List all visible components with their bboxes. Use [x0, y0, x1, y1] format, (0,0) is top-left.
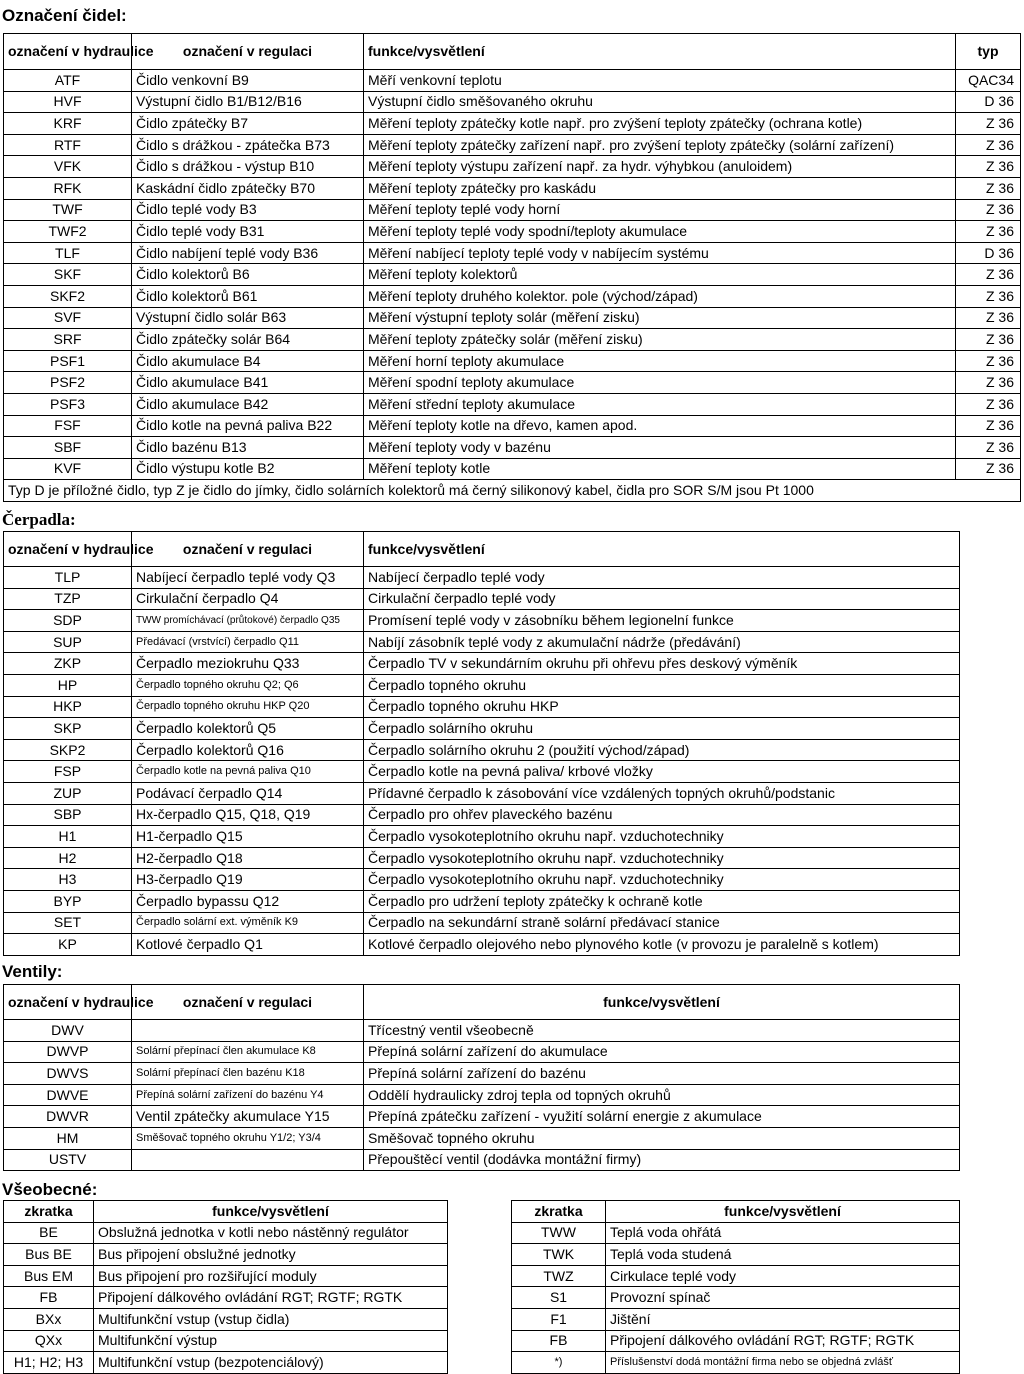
sensor-type: Z 36	[956, 177, 1021, 199]
table-row	[4, 437, 1021, 459]
pumps-table	[3, 531, 960, 956]
table-row	[4, 350, 1021, 372]
table-row	[4, 113, 1021, 135]
pump-code: TLP	[4, 567, 132, 589]
pump-regulation: Předávací (vrstvící) čerpadlo Q11	[132, 631, 364, 653]
general-abbr: S1	[512, 1287, 606, 1309]
pump-function: Čerpadlo topného okruhu HKP	[364, 696, 960, 718]
valves-header-regulation: označení v regulaci	[132, 985, 364, 1020]
sensor-function: Měření teploty kolektorů	[364, 264, 956, 286]
table-row	[4, 934, 960, 956]
general-right-table	[511, 1200, 960, 1374]
pump-function: Nabíjí zásobník teplé vody z akumulační nádrže (předávání)	[364, 631, 960, 653]
general-abbr: TWK	[512, 1244, 606, 1266]
table-row	[4, 1352, 448, 1374]
sensor-regulation: Čidlo bazénu B13	[132, 437, 364, 459]
valve-regulation: Solární přepínací člen akumulace K8	[132, 1041, 364, 1063]
pump-code: KP	[4, 934, 132, 956]
sensor-regulation: Čidlo s drážkou - zpátečka B73	[132, 134, 364, 156]
general-abbr: F1	[512, 1308, 606, 1330]
valve-regulation	[132, 1149, 364, 1171]
sensor-type: Z 36	[956, 156, 1021, 178]
table-row	[4, 242, 1021, 264]
sensors-header-function: funkce/vysvětlení	[364, 34, 956, 70]
valve-regulation	[132, 1020, 364, 1042]
general-abbr: QXx	[4, 1330, 94, 1352]
sensors-header-type: typ	[956, 34, 1021, 70]
pumps-header-function: funkce/vysvětlení	[364, 532, 960, 567]
general-function: Bus připojení obslužné jednotky	[94, 1244, 448, 1266]
pump-regulation: Čerpadlo kolektorů Q16	[132, 739, 364, 761]
sensor-regulation: Čidlo zpátečky B7	[132, 113, 364, 135]
general-left-header-abbr: zkratka	[4, 1201, 94, 1223]
sensor-code: PSF2	[4, 372, 132, 394]
pump-regulation: Podávací čerpadlo Q14	[132, 782, 364, 804]
pump-function: Čerpadlo na sekundární straně solární předávací stanice	[364, 912, 960, 934]
sensor-code: RTF	[4, 134, 132, 156]
valve-function: Třícestný ventil všeobecně	[364, 1020, 960, 1042]
valve-code: DWVP	[4, 1041, 132, 1063]
pump-regulation: Čerpadlo bypassu Q12	[132, 890, 364, 912]
table-row	[4, 372, 1021, 394]
table-row	[4, 1244, 448, 1266]
pump-code: SDP	[4, 610, 132, 632]
sensor-type: Z 36	[956, 134, 1021, 156]
table-row	[4, 156, 1021, 178]
sensors-note: Typ D je příložné čidlo, typ Z je čidlo do jímky, čidlo solárních kolektorů má černý silikonový kabel, čidla pro SOR S/M jsou Pt 1000	[4, 480, 1021, 502]
sensor-function: Měření teploty druhého kolektor. pole (východ/západ)	[364, 285, 956, 307]
pump-code: SKP2	[4, 739, 132, 761]
general-function: Připojení dálkového ovládání RGT; RGTF; RGTK	[606, 1330, 960, 1352]
table-row	[4, 1063, 960, 1085]
table-row	[4, 329, 1021, 351]
sensor-code: FSF	[4, 415, 132, 437]
pump-code: FSP	[4, 761, 132, 783]
pump-function: Čerpadlo vysokoteplotního okruhu např. vzduchotechniky	[364, 826, 960, 848]
sensor-type: Z 36	[956, 437, 1021, 459]
sensor-code: RFK	[4, 177, 132, 199]
table-row	[4, 1041, 960, 1063]
pump-function: Čerpadlo kotle na pevná paliva/ krbové vložky	[364, 761, 960, 783]
table-row	[4, 264, 1021, 286]
general-function: Bus připojení pro rozšiřující moduly	[94, 1265, 448, 1287]
sensor-code: TWF	[4, 199, 132, 221]
table-row	[4, 674, 960, 696]
table-row	[4, 653, 960, 675]
sensor-function: Měření teploty zpátečky pro kaskádu	[364, 177, 956, 199]
valves-heading: Ventily:	[2, 962, 63, 981]
valve-code: DWV	[4, 1020, 132, 1042]
pump-regulation: H1-čerpadlo Q15	[132, 826, 364, 848]
table-row	[4, 285, 1021, 307]
sensor-type: Z 36	[956, 393, 1021, 415]
sensors-header-regulation: označení v regulaci	[132, 34, 364, 70]
sensor-regulation: Výstupní čidlo B1/B12/B16	[132, 91, 364, 113]
valve-code: DWVE	[4, 1084, 132, 1106]
sensors-header-hydraulics: označení v hydraulice	[4, 34, 132, 70]
sensor-regulation: Čidlo nabíjení teplé vody B36	[132, 242, 364, 264]
table-row	[4, 1084, 960, 1106]
sensor-function: Měření horní teploty akumulace	[364, 350, 956, 372]
pump-code: H3	[4, 869, 132, 891]
general-function: Cirkulace teplé vody	[606, 1265, 960, 1287]
pump-function: Čerpadlo topného okruhu	[364, 674, 960, 696]
valve-regulation: Solární přepínací člen bazénu K18	[132, 1063, 364, 1085]
pump-regulation: Čerpadlo solární ext. výměník K9	[132, 912, 364, 934]
table-row	[4, 70, 1021, 92]
sensor-type: Z 36	[956, 285, 1021, 307]
pump-function: Nabíjecí čerpadlo teplé vody	[364, 567, 960, 589]
sensor-code: TWF2	[4, 221, 132, 243]
table-row	[4, 912, 960, 934]
sensor-code: SKF	[4, 264, 132, 286]
sensor-regulation: Výstupní čidlo solár B63	[132, 307, 364, 329]
sensor-regulation: Čidlo akumulace B41	[132, 372, 364, 394]
pumps-body	[4, 567, 960, 956]
sensor-function: Měření spodní teploty akumulace	[364, 372, 956, 394]
pump-regulation: Čerpadlo kolektorů Q5	[132, 718, 364, 740]
general-function: Příslušenství dodá montážní firma nebo se objedná zvlášť	[606, 1352, 960, 1374]
sensor-type: D 36	[956, 91, 1021, 113]
table-row	[4, 847, 960, 869]
pump-regulation: H2-čerpadlo Q18	[132, 847, 364, 869]
pump-code: HKP	[4, 696, 132, 718]
general-abbr: BXx	[4, 1308, 94, 1330]
general-abbr: FB	[4, 1287, 94, 1309]
pump-function: Čerpadlo pro udržení teploty zpátečky k ochraně kotle	[364, 890, 960, 912]
sensor-code: ATF	[4, 70, 132, 92]
general-right-header-function: funkce/vysvětlení	[606, 1201, 960, 1223]
sensor-code: SBF	[4, 437, 132, 459]
table-row	[4, 739, 960, 761]
pump-code: BYP	[4, 890, 132, 912]
sensor-regulation: Čidlo kolektorů B61	[132, 285, 364, 307]
sensor-type: QAC34	[956, 70, 1021, 92]
table-row	[4, 458, 1021, 480]
table-row	[4, 199, 1021, 221]
valve-code: DWVR	[4, 1106, 132, 1128]
sensor-code: VFK	[4, 156, 132, 178]
table-row	[4, 1330, 448, 1352]
general-function: Připojení dálkového ovládání RGT; RGTF; RGTK	[94, 1287, 448, 1309]
table-row	[4, 718, 960, 740]
sensors-body	[4, 70, 1021, 480]
sensor-code: PSF1	[4, 350, 132, 372]
sensor-code: SRF	[4, 329, 132, 351]
pump-function: Čerpadlo solárního okruhu	[364, 718, 960, 740]
table-row	[4, 1222, 448, 1244]
pump-code: TZP	[4, 588, 132, 610]
table-row	[4, 869, 960, 891]
pump-code: H1	[4, 826, 132, 848]
valves-header-hydraulics: označení v hydraulice	[4, 985, 132, 1020]
sensor-code: PSF3	[4, 393, 132, 415]
sensor-regulation: Čidlo kotle na pevná paliva B22	[132, 415, 364, 437]
sensor-type: Z 36	[956, 221, 1021, 243]
valve-function: Oddělí hydraulicky zdroj tepla od topných okruhů	[364, 1084, 960, 1106]
table-row	[4, 826, 960, 848]
general-function: Provozní spínač	[606, 1287, 960, 1309]
pump-regulation: Čerpadlo topného okruhu Q2; Q6	[132, 674, 364, 696]
pump-regulation: Cirkulační čerpadlo Q4	[132, 588, 364, 610]
sensor-type: Z 36	[956, 113, 1021, 135]
general-function: Jištění	[606, 1308, 960, 1330]
sensor-regulation: Čidlo výstupu kotle B2	[132, 458, 364, 480]
pump-regulation: Hx-čerpadlo Q15, Q18, Q19	[132, 804, 364, 826]
table-row	[4, 696, 960, 718]
sensor-type: D 36	[956, 242, 1021, 264]
pump-regulation: H3-čerpadlo Q19	[132, 869, 364, 891]
valve-function: Přepouštěcí ventil (dodávka montážní firmy)	[364, 1149, 960, 1171]
sensor-function: Výstupní čidlo směšovaného okruhu	[364, 91, 956, 113]
table-row	[4, 567, 960, 589]
sensor-type: Z 36	[956, 458, 1021, 480]
table-row	[512, 1244, 960, 1266]
sensor-regulation: Čidlo venkovní B9	[132, 70, 364, 92]
sensor-function: Měření teploty kotle	[364, 458, 956, 480]
sensor-code: KVF	[4, 458, 132, 480]
sensors-table	[3, 33, 1021, 502]
pump-function: Čerpadlo vysokoteplotního okruhu např. vzduchotechniky	[364, 847, 960, 869]
general-left-header-function: funkce/vysvětlení	[94, 1201, 448, 1223]
general-function: Teplá voda studená	[606, 1244, 960, 1266]
pump-function: Kotlové čerpadlo olejového nebo plynového kotle (v provozu je paralelně s kotlem)	[364, 934, 960, 956]
sensor-function: Měření teploty vody v bazénu	[364, 437, 956, 459]
valve-code: HM	[4, 1127, 132, 1149]
table-row	[4, 1149, 960, 1171]
valve-regulation: Ventil zpátečky akumulace Y15	[132, 1106, 364, 1128]
general-abbr: *)	[512, 1352, 606, 1374]
table-row	[4, 393, 1021, 415]
sensor-function: Měří venkovní teplotu	[364, 70, 956, 92]
general-function: Multifunkční výstup	[94, 1330, 448, 1352]
table-row	[4, 177, 1021, 199]
pump-regulation: Čerpadlo topného okruhu HKP Q20	[132, 696, 364, 718]
general-abbr: Bus BE	[4, 1244, 94, 1266]
sensor-regulation: Čidlo akumulace B4	[132, 350, 364, 372]
table-row	[4, 221, 1021, 243]
general-left-table	[3, 1200, 448, 1374]
valve-function: Přepíná solární zařízení do akumulace	[364, 1041, 960, 1063]
pump-code: H2	[4, 847, 132, 869]
table-row	[4, 761, 960, 783]
sensor-function: Měření teploty teplé vody horní	[364, 199, 956, 221]
pump-regulation: TWW promíchávací (průtokové) čerpadlo Q35	[132, 610, 364, 632]
general-abbr: FB	[512, 1330, 606, 1352]
sensor-type: Z 36	[956, 415, 1021, 437]
general-function: Teplá voda ohřátá	[606, 1222, 960, 1244]
general-right-body	[512, 1222, 960, 1373]
table-row	[4, 610, 960, 632]
sensor-type: Z 36	[956, 199, 1021, 221]
table-row	[512, 1265, 960, 1287]
pump-code: HP	[4, 674, 132, 696]
sensor-regulation: Čidlo zpátečky solár B64	[132, 329, 364, 351]
sensor-function: Měření teploty teplé vody spodní/teploty akumulace	[364, 221, 956, 243]
pump-function: Cirkulační čerpadlo teplé vody	[364, 588, 960, 610]
valve-code: DWVS	[4, 1063, 132, 1085]
sensor-function: Měření teploty kotle na dřevo, kamen apod.	[364, 415, 956, 437]
sensor-type: Z 36	[956, 329, 1021, 351]
sensor-code: SKF2	[4, 285, 132, 307]
table-row	[512, 1352, 960, 1374]
sensor-regulation: Kaskádní čidlo zpátečky B70	[132, 177, 364, 199]
pump-function: Čerpadlo vysokoteplotního okruhu např. vzduchotechniky	[364, 869, 960, 891]
table-row	[512, 1308, 960, 1330]
table-row	[512, 1330, 960, 1352]
sensor-regulation: Čidlo akumulace B42	[132, 393, 364, 415]
pump-regulation: Nabíjecí čerpadlo teplé vody Q3	[132, 567, 364, 589]
valves-header-function: funkce/vysvětlení	[364, 985, 960, 1020]
general-abbr: H1; H2; H3	[4, 1352, 94, 1374]
pump-function: Promísení teplé vody v zásobníku během legionelní funkce	[364, 610, 960, 632]
pump-function: Čerpadlo solárního okruhu 2 (použití východ/západ)	[364, 739, 960, 761]
general-function: Multifunkční vstup (vstup čidla)	[94, 1308, 448, 1330]
pump-regulation: Čerpadlo meziokruhu Q33	[132, 653, 364, 675]
pump-regulation: Čerpadlo kotle na pevná paliva Q10	[132, 761, 364, 783]
sensor-function: Měření výstupní teploty solár (měření zisku)	[364, 307, 956, 329]
pump-code: SKP	[4, 718, 132, 740]
table-row	[4, 1308, 448, 1330]
pump-code: SUP	[4, 631, 132, 653]
general-abbr: Bus EM	[4, 1265, 94, 1287]
general-function: Obslužná jednotka v kotli nebo nástěnný regulátor	[94, 1222, 448, 1244]
sensor-type: Z 36	[956, 372, 1021, 394]
sensor-regulation: Čidlo s drážkou - výstup B10	[132, 156, 364, 178]
sensor-code: KRF	[4, 113, 132, 135]
pump-code: SBP	[4, 804, 132, 826]
pump-code: ZUP	[4, 782, 132, 804]
sensor-regulation: Čidlo kolektorů B6	[132, 264, 364, 286]
general-abbr: BE	[4, 1222, 94, 1244]
table-row	[4, 1127, 960, 1149]
general-heading: Všeobecné:	[2, 1180, 98, 1199]
table-row	[512, 1287, 960, 1309]
pump-function: Čerpadlo pro ohřev plaveckého bazénu	[364, 804, 960, 826]
table-row	[4, 588, 960, 610]
sensors-heading: Označení čidel:	[2, 6, 127, 25]
general-abbr: TWW	[512, 1222, 606, 1244]
sensor-code: SVF	[4, 307, 132, 329]
pumps-heading: Čerpadla:	[2, 510, 76, 529]
sensor-function: Měření teploty zpátečky solár (měření zisku)	[364, 329, 956, 351]
valve-code: USTV	[4, 1149, 132, 1171]
table-row	[4, 890, 960, 912]
sensor-regulation: Čidlo teplé vody B31	[132, 221, 364, 243]
valve-function: Přepíná zpátečku zařízení - využití solární energie z akumulace	[364, 1106, 960, 1128]
table-row	[4, 1020, 960, 1042]
sensor-function: Měření teploty výstupu zařízení např. za hydr. výhybkou (anuloidem)	[364, 156, 956, 178]
table-row	[512, 1222, 960, 1244]
pump-code: ZKP	[4, 653, 132, 675]
sensor-function: Měření střední teploty akumulace	[364, 393, 956, 415]
general-right-header-abbr: zkratka	[512, 1201, 606, 1223]
valves-body	[4, 1020, 960, 1171]
sensor-type: Z 36	[956, 264, 1021, 286]
sensor-function: Měření nabíjecí teploty teplé vody v nabíjecím systému	[364, 242, 956, 264]
sensor-regulation: Čidlo teplé vody B3	[132, 199, 364, 221]
sensor-type: Z 36	[956, 307, 1021, 329]
valve-regulation: Přepíná solární zařízení do bazénu Y4	[132, 1084, 364, 1106]
general-left-body	[4, 1222, 448, 1373]
pumps-header-hydraulics: označení v hydraulice	[4, 532, 132, 567]
pump-function: Přídavné čerpadlo k zásobování více vzdálených topných okruhů/podstanic	[364, 782, 960, 804]
table-row	[4, 134, 1021, 156]
valve-function: Přepíná solární zařízení do bazénu	[364, 1063, 960, 1085]
table-row	[4, 1265, 448, 1287]
table-row	[4, 782, 960, 804]
valves-table	[3, 984, 960, 1171]
general-function: Multifunkční vstup (bezpotenciálový)	[94, 1352, 448, 1374]
table-row	[4, 1106, 960, 1128]
pumps-header-regulation: označení v regulaci	[132, 532, 364, 567]
pump-function: Čerpadlo TV v sekundárním okruhu při ohřevu přes deskový výměník	[364, 653, 960, 675]
sensor-function: Měření teploty zpátečky zařízení např. pro zvýšení teploty zpátečky (solární zařízení)	[364, 134, 956, 156]
general-abbr: TWZ	[512, 1265, 606, 1287]
table-row	[4, 631, 960, 653]
sensor-function: Měření teploty zpátečky kotle např. pro zvýšení teploty zpátečky (ochrana kotle)	[364, 113, 956, 135]
pump-code: SET	[4, 912, 132, 934]
pump-regulation: Kotlové čerpadlo Q1	[132, 934, 364, 956]
table-row	[4, 804, 960, 826]
table-row	[4, 415, 1021, 437]
sensor-type: Z 36	[956, 350, 1021, 372]
table-row	[4, 307, 1021, 329]
sensor-code: HVF	[4, 91, 132, 113]
valve-function: Směšovač topného okruhu	[364, 1127, 960, 1149]
table-row	[4, 1287, 448, 1309]
table-row	[4, 91, 1021, 113]
valve-regulation: Směšovač topného okruhu Y1/2; Y3/4	[132, 1127, 364, 1149]
sensor-code: TLF	[4, 242, 132, 264]
